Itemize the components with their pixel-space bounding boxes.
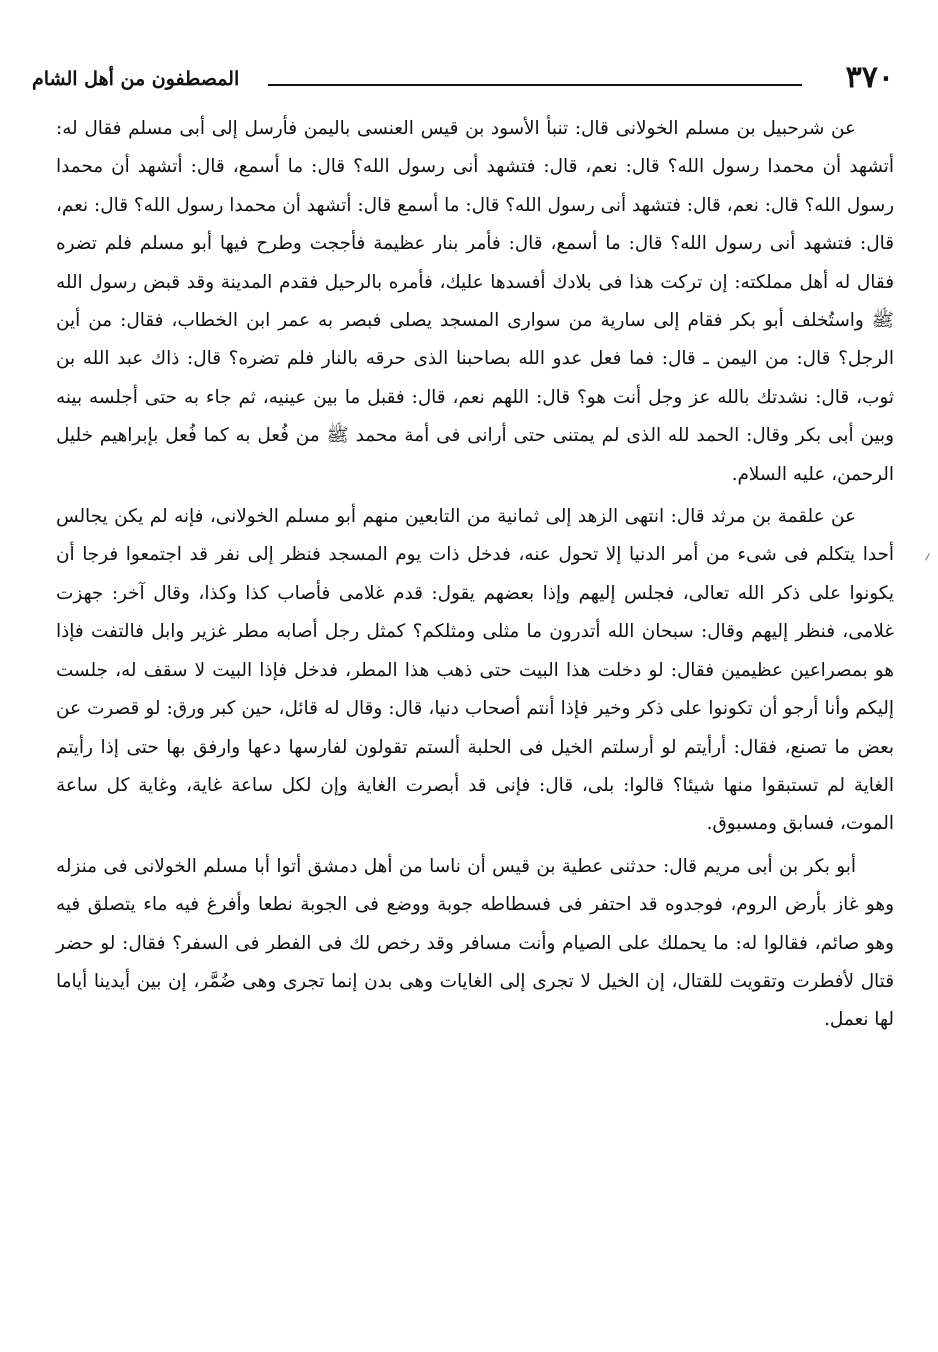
running-title: المصطفون من أهل الشام <box>32 68 240 90</box>
body-text <box>56 110 894 1040</box>
paragraph-alqama: عن علقمة بن مرثد قال: انتهى الزهد إلى ثمانية من التابعين منهم أبو مسلم الخولانى، فإنه لم يكن يجالس أحدا يتكلم فى شىء من أمر الدنيا إلا تحول عنه، فدخل ذات يوم المسجد فنظر إلى نفر قد اجتمعوا فرجا أن يكونوا على ذكر الله تعالى، فجلس إليهم وإذا بعضهم يقول: قدم غلامى فأصاب كذا وكذا، وقال آخر: جهزت غلامى، فنظر إليهم وقال: سبحان الله أتدرون ما مثلى ومثلكم؟ كمثل رجل أصابه مطر غزير وابل فالتفت فإذا هو بمصراعين عظيمين فقال: لو دخلت هذا البيت حتى ذهب هذا المطر، فدخل فإذا البيت لا سقف له، جلست إليكم وأنا أرجو أن تكونوا على ذكر وخير فإذا أنتم أصحاب دنيا، قال: وقال له قائل، حين كبر ورق: لو قصرت عن بعض ما تصنع، فقال: أرأيتم لو أرسلتم الخيل فى الحلبة ألستم تقولون لفارسها دعها وارفق بها حتى إذا رأيتم الغاية لم تستبقوا منها شيئا؟ قالوا: بلى، قال: فإنى قد أبصرت الغاية وإن لكل ساعة غاية، وغاية كل ساعة الموت، فسابق ومسبوق. <box>56 506 894 835</box>
page-header <box>32 56 894 100</box>
paragraph-shurahbil: عن شرحبيل بن مسلم الخولانى قال: تنبأ الأسود بن قيس العنسى باليمن فأرسل إلى أبى مسلم فقال له: أتشهد أن محمدا رسول الله؟ قال: نعم، قال: فتشهد أنى رسول الله؟ قال: ما أسمع، قال: أتشهد أن محمدا رسول الله؟ قال: نعم، قال: فتشهد أنى رسول الله؟ قال: ما أسمع قال: أتشهد أن محمدا رسول الله؟ قال: نعم، قال: فتشهد أنى رسول الله؟ قال: ما أسمع، قال: فأمر بنار عظيمة فأججت وطرح فيها أبو مسلم فلم تضره فقال له أهل مملكته: إن تركت هذا فى بلادك أفسدها عليك، فأمره بالرحيل فقدم المدينة وقد قبض رسول الله ﷺ واستُخلف أبو بكر فقام إلى سارية من سوارى المسجد يصلى فبصر به عمر ابن الخطاب، فقال: من أين الرجل؟ قال: من اليمن ـ قال: فما فعل عدو الله بصاحبنا الذى حرقه بالنار فلم تضره؟ قال: ذاك عبد الله بن ثوب، قال: نشدتك بالله عز وجل أنت هو؟ قال: اللهم نعم، قال: فقبل ما بين عينيه، ثم جاء به حتى أجلسه بينه وبين أبى بكر وقال: الحمد لله الذى لم يمتنى حتى أرانى فى أمة محمد ﷺ من فُعل به كما فُعل بإبراهيم خليل الرحمن، عليه السلام. <box>56 118 894 485</box>
page-number: ٣٧٠ <box>845 60 894 95</box>
paragraph-abu-bakr-ibn-abi-maryam: أبو بكر بن أبى مريم قال: حدثنى عطية بن قيس أن ناسا من أهل دمشق أتوا أبا مسلم الخولانى فى منزله وهو غاز بأرض الروم، فوجدوه قد احتفر فى فسطاطه جوبة ووضع فى الجوبة نطعا وأفرغ فيه ماء يتصلق فيه وهو صائم، فقالوا له: ما يحملك على الصيام وأنت مسافر وقد رخص لك فى الفطر فى السفر؟ فقال: لو حضر قتال لأفطرت وتقويت للقتال، إن الخيل لا تجرى إلى الغايات وهى بدن إنما تجرى وهى ضُمَّر، إن بين أيدينا أياما لها نعمل. <box>56 855 894 1031</box>
header-rule <box>268 84 802 86</box>
margin-mark <box>925 553 931 561</box>
